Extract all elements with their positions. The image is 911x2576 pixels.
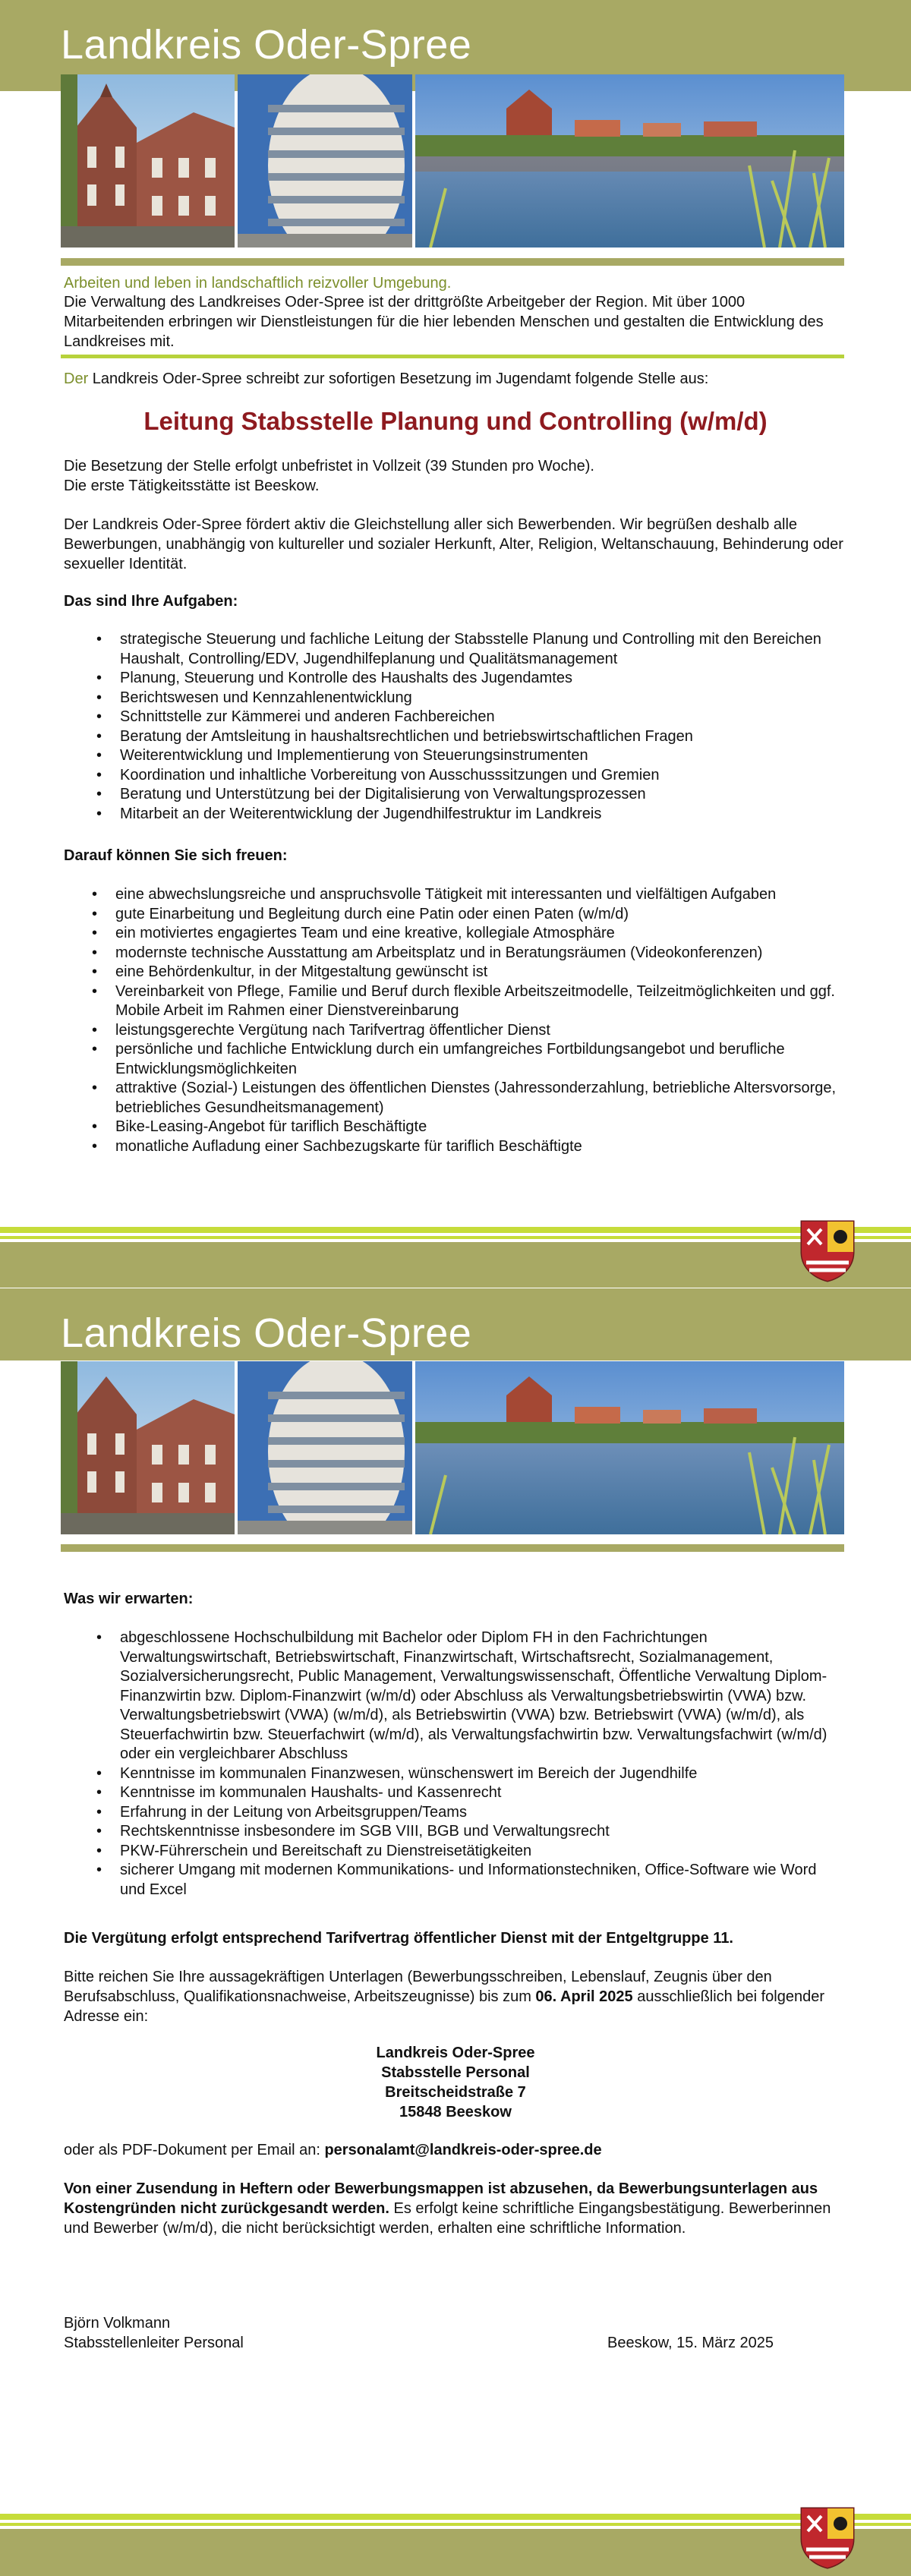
notice-bold: Von einer Zusendung in Heftern oder Bewerbungsmappen ist abzusehen, da Bewerbungsunterlagen aus Kostengründen nicht zurückgesandt werden. [64,2180,818,2217]
occupation-line-2: Die erste Tätigkeitsstätte ist Beeskow. [64,478,320,494]
photo-underline-bar [61,258,844,266]
address-line: 15848 Beeskow [399,2104,512,2120]
task-item: • Planung, Steuerung und Kontrolle des Haushalts des Jugendamtes [64,669,846,689]
salary-statement: Die Vergütung erfolgt entsprechend Tarifvertrag öffentlicher Dienst mit der Entgeltgruppe 11. [64,1930,733,1947]
footer-band [0,2529,911,2576]
apply-instructions [64,1967,846,2026]
apply-text-before: Bitte reichen Sie Ihre aussagekräftigen Unterlagen (Bewerbungsschreiben, Lebenslauf, Zeugnis über den Berufsabschluss, Qualifikationsnachweise, Arbeitszeugnisse) bis zum [64,1969,772,2005]
task-item: • Beratung der Amtsleitung in haushaltsrechtlichen und betriebswirtschaftlichen Fragen [64,727,846,747]
apply-text-after: ausschließlich bei folgender Adresse ein: [64,1988,825,2025]
benefit-item: • eine abwechslungsreiche und anspruchsvolle Tätigkeit mit interessanten und vielfältigen Aufgaben [59,885,841,905]
expectation-item: • Erfahrung in der Leitung von Arbeitsgruppen/Teams [64,1803,846,1823]
photo-underline-bar [61,1544,844,1552]
benefit-item: • monatliche Aufladung einer Sachbezugskarte für tariflich Beschäftigte [59,1137,841,1157]
expectation-item: • Kenntnisse im kommunalen Haushalts- und Kassenrecht [64,1783,846,1803]
address-line: Breitscheidstraße 7 [385,2084,526,2101]
task-item: • Mitarbeit an der Weiterentwicklung der Jugendhilfestruktur im Landkreis [64,805,846,825]
footer-line-thin [0,2523,911,2526]
task-item: • Weiterentwicklung und Implementierung von Steuerungsinstrumenten [64,746,846,766]
place-date: Beeskow, 15. März 2025 [607,2335,774,2351]
tasks-list [64,630,846,824]
tasks-heading: Das sind Ihre Aufgaben: [64,593,238,610]
benefits-heading: Darauf können Sie sich freuen: [64,847,288,864]
email-prefix: oder als PDF-Dokument per Email an: [64,2142,325,2158]
header-title: Landkreis Oder-Spree [61,22,472,68]
job-title: Leitung Stabsstelle Planung und Controlling (w/m/d) [143,407,768,435]
apply-deadline: 06. April 2025 [535,1988,633,2005]
header-photos [61,74,844,248]
photo-lake-town [415,1361,844,1534]
benefit-item: • modernste technische Ausstattung am Arbeitsplatz und in Beratungsräumen (Videokonferenzen) [59,944,841,963]
benefits-list [59,885,841,1156]
announce-prefix: Der [64,370,89,387]
footer-line-top [0,1227,911,1233]
benefit-item: • eine Behördenkultur, in der Mitgestaltung gewünscht ist [59,963,841,982]
signer-name: Björn Volkmann [64,2315,171,2332]
benefit-item: • ein motiviertes engagiertes Team und eine kreative, kollegiale Atmosphäre [59,924,841,944]
expect-heading: Was wir erwarten: [64,1591,194,1607]
separator-line [61,355,844,358]
photo-modern-building [238,74,412,248]
benefit-item: • Vereinbarkeit von Pflege, Familie und Beruf durch flexible Arbeitszeitmodelle, Teilzeitmöglichkeiten und ggf. Mobile Arbeit im Rahmen einer Dienstvereinbarung [59,982,841,1021]
photo-lake-town [415,74,844,248]
announce-line [64,369,846,389]
address-block [0,2043,911,2122]
intro-text: Die Verwaltung des Landkreises Oder-Spree ist der drittgrößte Arbeitgeber der Region. Mit über 1000 Mitarbeitenden erbringen wir Dienstleistungen für die hier lebenden Menschen und gestalten die Entwicklung des Landkreises mit. [64,294,824,350]
benefit-item: • Bike-Leasing-Angebot für tariflich Beschäftigte [59,1118,841,1137]
equality-statement: Der Landkreis Oder-Spree fördert aktiv die Gleichstellung aller sich Bewerbenden. Wir begrüßen deshalb alle Bewerbungen, unabhängig von kultureller und sozialer Herkunft, Alter, Religion, Weltanschauung, Behinderung oder sexueller Identität. [64,516,843,572]
task-item: • Schnittstelle zur Kämmerei und anderen Fachbereichen [64,708,846,727]
intro-tagline: Arbeiten und leben in landschaftlich reizvoller Umgebung. [64,275,452,292]
submission-notice [64,2179,846,2238]
benefit-item: • attraktive (Sozial-) Leistungen des öffentlichen Dienstes (Jahressonderzahlung, betriebliche Altersvorsorge, betriebliches Gesundheitsmanagement) [59,1079,841,1118]
header-title: Landkreis Oder-Spree [61,1310,472,1356]
expectation-item: • PKW-Führerschein und Bereitschaft zu Dienstreisetätigkeiten [64,1842,846,1862]
expectation-item: • sicherer Umgang mit modernen Kommunikations- und Informationstechniken, Office-Software wie Word und Excel [64,1861,846,1900]
photo-brick-building [61,1361,235,1534]
page-2 [0,1288,911,2576]
header-band [0,1288,911,1361]
benefit-item: • persönliche und fachliche Entwicklung durch ein umfangreiches Fortbildungsangebot und berufliche Entwicklungsmöglichkeiten [59,1040,841,1079]
address-line: Stabsstelle Personal [381,2064,530,2081]
email-address-link[interactable]: personalamt@landkreis-oder-spree.de [324,2142,602,2158]
benefit-item: • leistungsgerechte Vergütung nach Tarifvertrag öffentlicher Dienst [59,1021,841,1041]
task-item: • Koordination und inhaltliche Vorbereitung von Ausschusssitzungen und Gremien [64,766,846,786]
occupation-line-1: Die Besetzung der Stelle erfolgt unbefristet in Vollzeit (39 Stunden pro Woche). [64,458,594,475]
footer-band [0,1242,911,1288]
task-item: • Berichtswesen und Kennzahlenentwicklung [64,689,846,708]
header-photos [61,1361,844,1534]
announce-text: Landkreis Oder-Spree schreibt zur sofortigen Besetzung im Jugendamt folgende Stelle aus: [88,370,709,387]
address-line: Landkreis Oder-Spree [376,2045,535,2061]
expectation-item: • Kenntnisse im kommunalen Finanzwesen, wünschenswert im Bereich der Jugendhilfe [64,1764,846,1784]
expectations-list [64,1629,846,1900]
notice-rest: Es erfolgt keine schriftliche Eingangsbestätigung. Bewerberinnen und Bewerber (w/m/d), die nicht berücksichtigt werden, erhalten eine schriftliche Information. [64,2200,831,2237]
expectation-item: • abgeschlossene Hochschulbildung mit Bachelor oder Diplom FH in den Fachrichtungen Verwaltungswirtschaft, Betriebswirtschaft, Finanzwirtschaft, Wirtschaftsrecht, Sozialmanagement, Sozialversicherungsrecht, Public Management, Verwaltungswissenschaft, Öffentliche Verwaltung Diplom-Finanzwirtin bzw. Diplom-Finanzwirt (w/m/d) oder Abschluss als Verwaltungsbetriebswirtin (VWA) bzw. Verwaltungsbetriebswirt (VWA) (w/m/d), als Betriebswirtin (VWA) bzw. Betriebswirt (VWA) (w/m/d), als Steuerfachwirtin bzw. Steuerfachwirt (w/m/d), als Verwaltungsfachwirtin bzw. Verwaltungsfachwirt (w/m/d) oder ein vergleichbarer Abschluss [64,1629,846,1764]
expectation-item: • Rechtskenntnisse insbesondere im SGB VIII, BGB und Verwaltungsrecht [64,1822,846,1842]
email-line [64,2140,846,2160]
coat-of-arms-icon [799,2505,856,2573]
benefit-item: • gute Einarbeitung und Begleitung durch eine Patin oder einen Paten (w/m/d) [59,905,841,925]
task-item: • Beratung und Unterstützung bei der Digitalisierung von Verwaltungsprozessen [64,785,846,805]
photo-brick-building [61,74,235,248]
signer-role: Stabsstellenleiter Personal [64,2335,244,2351]
photo-modern-building [238,1361,412,1534]
footer-line-thin [0,1236,911,1239]
footer-line-top [0,2514,911,2520]
coat-of-arms-icon [799,1219,856,1286]
task-item: • strategische Steuerung und fachliche Leitung der Stabsstelle Planung und Controlling mit den Bereichen Haushalt, Controlling/EDV, Jugendhilfeplanung und Qualitätsmanagement [64,630,846,669]
